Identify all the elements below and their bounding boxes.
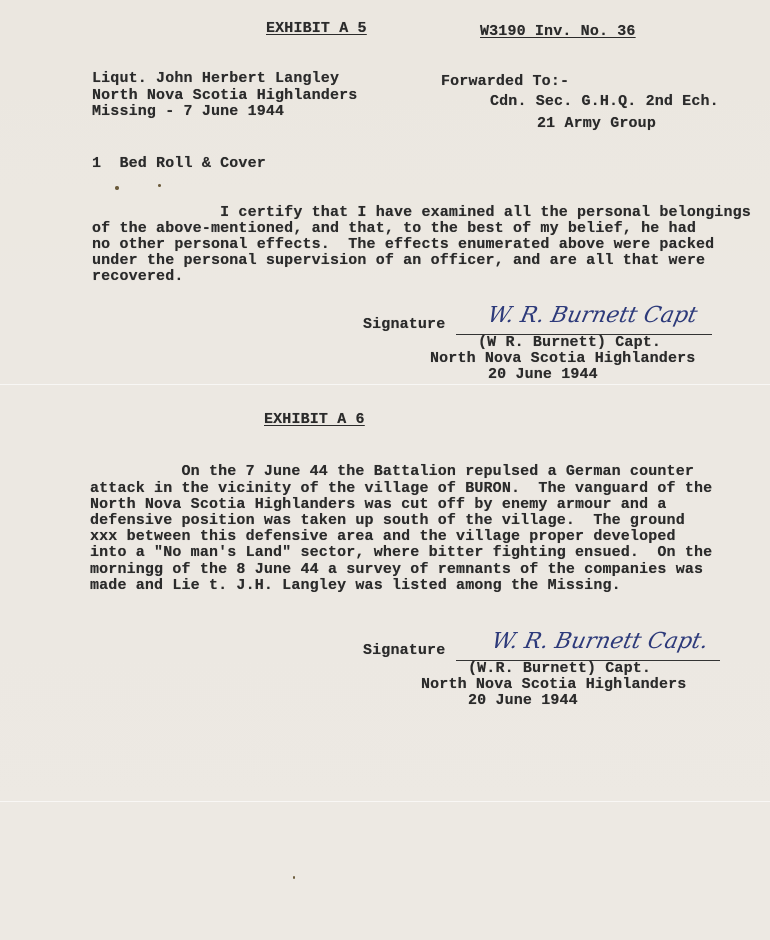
exhibit-line: North Nova Scotia Highlanders was cut off by enemy armour and a [90,496,667,513]
signatory-unit: North Nova Scotia Highlanders [430,350,696,367]
subject-line: Missing - 7 June 1944 [92,103,285,120]
certification-line: of the above-mentioned, and that, to the best of my belief, he had [92,220,696,237]
signature-date: 20 June 1944 [488,366,598,383]
forwarded-label: Forwarded To:- [441,73,570,90]
ink-speck [158,184,161,187]
forwarded-line: Cdn. Sec. G.H.Q. 2nd Ech. [490,93,719,110]
subject-line: Liqut. John Herbert Langley [92,70,340,87]
signature-date: 20 June 1944 [468,692,578,709]
certification-line: under the personal supervision of an officer, and are all that were [92,252,706,269]
exhibit-line: made and Lie t. J.H. Langley was listed among the Missing. [90,577,621,594]
paper-fold-line [0,384,770,385]
inventory-reference: W3190 Inv. No. 36 [480,23,636,40]
exhibit-line: On the 7 June 44 the Battalion repulsed a German counter [90,463,694,480]
signature-label: Signature [363,642,446,659]
certification-line: no other personal effects. The effects enumerated above were packed [92,236,715,253]
forwarded-line: 21 Army Group [537,115,656,132]
exhibit-line: xxx between this defensive area and the village proper developed [90,528,676,545]
ink-speck [293,876,295,879]
handwritten-signature: W. R. Burnett Capt [485,303,700,328]
signatory-name: (W R. Burnett) Capt. [478,334,662,351]
ink-speck [115,186,119,190]
certification-line: recovered. [92,268,184,285]
inventory-item: 1 Bed Roll & Cover [92,155,266,172]
exhibit-a6-heading: EXHIBIT A 6 [264,411,365,428]
exhibit-line: defensive position was taken up south of the village. The ground [90,512,685,529]
paper-fold-line [0,801,770,802]
signature-label: Signature [363,316,446,333]
signatory-name: (W.R. Burnett) Capt. [468,660,652,677]
handwritten-signature: W. R. Burnett Capt. [489,629,711,654]
exhibit-line: morningg of the 8 June 44 a survey of remnants of the companies was [90,561,704,578]
exhibit-line: attack in the vicinity of the village of BURON. The vanguard of the [90,480,713,497]
certification-line: I certify that I have examined all the personal belongings [92,204,751,221]
exhibit-a5-heading: EXHIBIT A 5 [266,20,367,37]
exhibit-line: into a "No man's Land" sector, where bitter fighting ensued. On the [90,544,713,561]
signatory-unit: North Nova Scotia Highlanders [421,676,687,693]
subject-line: North Nova Scotia Highlanders [92,87,358,104]
